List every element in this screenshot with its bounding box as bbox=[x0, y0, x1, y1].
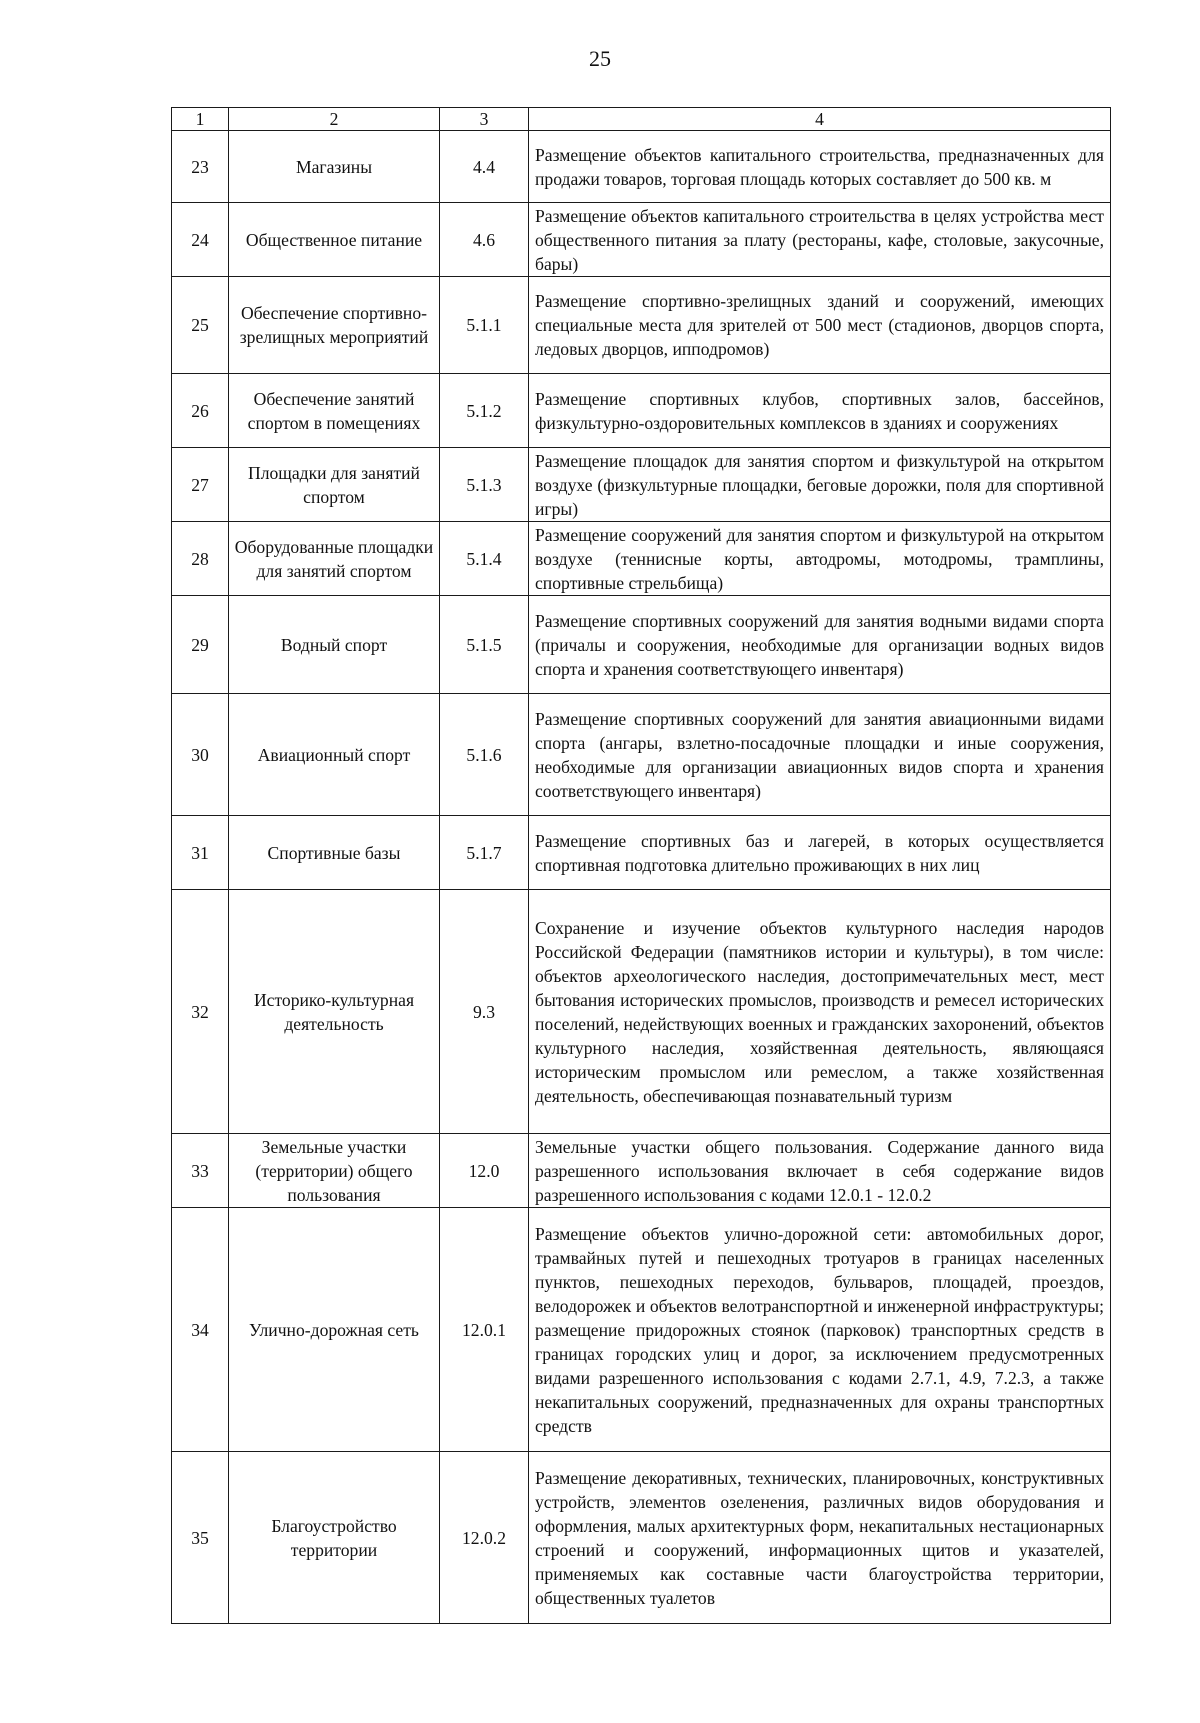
table-row bbox=[172, 694, 1111, 816]
land-use-description: Земельные участки общего пользования. Содержание данного вида разрешенного использования включает в себя содержание видов разрешенного использования с кодами 12.0.1 - 12.0.2 bbox=[529, 1134, 1111, 1208]
land-use-code: 12.0.2 bbox=[440, 1452, 529, 1624]
land-use-name: Обеспечение спортивно-зрелищных мероприятий bbox=[229, 277, 440, 374]
land-use-name: Магазины bbox=[229, 131, 440, 203]
land-use-code: 5.1.5 bbox=[440, 596, 529, 694]
land-use-code: 5.1.1 bbox=[440, 277, 529, 374]
table-row bbox=[172, 522, 1111, 596]
row-number: 25 bbox=[172, 277, 229, 374]
land-use-code: 9.3 bbox=[440, 890, 529, 1134]
land-use-description: Сохранение и изучение объектов культурного наследия народов Российской Федерации (памятников истории и культуры), в том числе: объектов археологического наследия, достопримечательных мест, мест бытования исторических промыслов, производств и ремесел исторических поселений, недействующих военных и гражданских захоронений, объектов культурного наследия, хозяйственная деятельность, являющаяся историческим промыслом или ремеслом, а также хозяйственная деятельность, обеспечивающая познавательный туризм bbox=[529, 890, 1111, 1134]
row-number: 33 bbox=[172, 1134, 229, 1208]
row-number: 27 bbox=[172, 448, 229, 522]
land-use-description: Размещение спортивных баз и лагерей, в которых осуществляется спортивная подготовка длительно проживающих в них лиц bbox=[529, 816, 1111, 890]
land-use-description: Размещение объектов капитального строительства, предназначенных для продажи товаров, торговая площадь которых составляет до 500 кв. м bbox=[529, 131, 1111, 203]
land-use-name: Оборудованные площадки для занятий спортом bbox=[229, 522, 440, 596]
land-use-name: Водный спорт bbox=[229, 596, 440, 694]
land-use-description: Размещение объектов улично-дорожной сети: автомобильных дорог, трамвайных путей и пешеходных тротуаров в границах населенных пунктов, пешеходных переходов, бульваров, площадей, проездов, велодорожек и объектов велотранспортной и инженерной инфраструктуры; размещение придорожных стоянок (парковок) транспортных средств в границах городских улиц и дорог, за исключением предусмотренных видами разрешенного использования с кодами 2.7.1, 4.9, 7.2.3, а также некапитальных сооружений, предназначенных для охраны транспортных средств bbox=[529, 1208, 1111, 1452]
column-header: 4 bbox=[529, 108, 1111, 131]
land-use-name: Земельные участки (территории) общего пользования bbox=[229, 1134, 440, 1208]
land-use-name: Спортивные базы bbox=[229, 816, 440, 890]
land-use-name: Благоустройство территории bbox=[229, 1452, 440, 1624]
page-number: 25 bbox=[589, 46, 611, 71]
land-use-name: Обеспечение занятий спортом в помещениях bbox=[229, 374, 440, 448]
land-use-description: Размещение спортивных клубов, спортивных залов, бассейнов, физкультурно-оздоровительных комплексов в зданиях и сооружениях bbox=[529, 374, 1111, 448]
land-use-name: Улично-дорожная сеть bbox=[229, 1208, 440, 1452]
land-use-name: Историко-культурная деятельность bbox=[229, 890, 440, 1134]
land-use-code: 4.6 bbox=[440, 203, 529, 277]
land-use-code: 5.1.3 bbox=[440, 448, 529, 522]
land-use-description: Размещение спортивных сооружений для занятия водными видами спорта (причалы и сооружения, необходимые для организации водных видов спорта и хранения соответствующего инвентаря) bbox=[529, 596, 1111, 694]
table-header-row bbox=[172, 108, 1111, 131]
row-number: 26 bbox=[172, 374, 229, 448]
table-row bbox=[172, 1134, 1111, 1208]
table-row bbox=[172, 131, 1111, 203]
row-number: 24 bbox=[172, 203, 229, 277]
land-use-description: Размещение сооружений для занятия спортом и физкультурой на открытом воздухе (теннисные корты, автодромы, мотодромы, трамплины, спортивные стрельбища) bbox=[529, 522, 1111, 596]
table-row bbox=[172, 1208, 1111, 1452]
land-use-name: Общественное питание bbox=[229, 203, 440, 277]
land-use-description: Размещение спортивно-зрелищных зданий и сооружений, имеющих специальные места для зрителей от 500 мест (стадионов, дворцов спорта, ледовых дворцов, ипподромов) bbox=[529, 277, 1111, 374]
column-header: 2 bbox=[229, 108, 440, 131]
row-number: 23 bbox=[172, 131, 229, 203]
land-use-name: Авиационный спорт bbox=[229, 694, 440, 816]
row-number: 34 bbox=[172, 1208, 229, 1452]
row-number: 28 bbox=[172, 522, 229, 596]
row-number: 30 bbox=[172, 694, 229, 816]
table-row bbox=[172, 277, 1111, 374]
land-use-code: 4.4 bbox=[440, 131, 529, 203]
land-use-description: Размещение объектов капитального строительства в целях устройства мест общественного питания за плату (рестораны, кафе, столовые, закусочные, бары) bbox=[529, 203, 1111, 277]
table-row bbox=[172, 374, 1111, 448]
table-row bbox=[172, 816, 1111, 890]
table-row bbox=[172, 203, 1111, 277]
row-number: 32 bbox=[172, 890, 229, 1134]
column-header: 3 bbox=[440, 108, 529, 131]
land-use-description: Размещение спортивных сооружений для занятия авиационными видами спорта (ангары, взлетно-посадочные площадки и иные сооружения, необходимые для организации авиационных видов спорта и хранения соответствующего инвентаря) bbox=[529, 694, 1111, 816]
land-use-table bbox=[171, 107, 1111, 1624]
land-use-description: Размещение площадок для занятия спортом и физкультурой на открытом воздухе (физкультурные площадки, беговые дорожки, поля для спортивной игры) bbox=[529, 448, 1111, 522]
row-number: 31 bbox=[172, 816, 229, 890]
table-row bbox=[172, 1452, 1111, 1624]
table-row bbox=[172, 448, 1111, 522]
land-use-name: Площадки для занятий спортом bbox=[229, 448, 440, 522]
land-use-description: Размещение декоративных, технических, планировочных, конструктивных устройств, элементов озеленения, различных видов оборудования и оформления, малых архитектурных форм, некапитальных нестационарных строений и сооружений, информационных щитов и указателей, применяемых как составные части благоустройства территории, общественных туалетов bbox=[529, 1452, 1111, 1624]
table-row bbox=[172, 596, 1111, 694]
land-use-code: 5.1.6 bbox=[440, 694, 529, 816]
row-number: 29 bbox=[172, 596, 229, 694]
land-use-code: 5.1.2 bbox=[440, 374, 529, 448]
table-row bbox=[172, 890, 1111, 1134]
column-header: 1 bbox=[172, 108, 229, 131]
land-use-code: 12.0.1 bbox=[440, 1208, 529, 1452]
land-use-code: 12.0 bbox=[440, 1134, 529, 1208]
row-number: 35 bbox=[172, 1452, 229, 1624]
land-use-code: 5.1.7 bbox=[440, 816, 529, 890]
land-use-code: 5.1.4 bbox=[440, 522, 529, 596]
